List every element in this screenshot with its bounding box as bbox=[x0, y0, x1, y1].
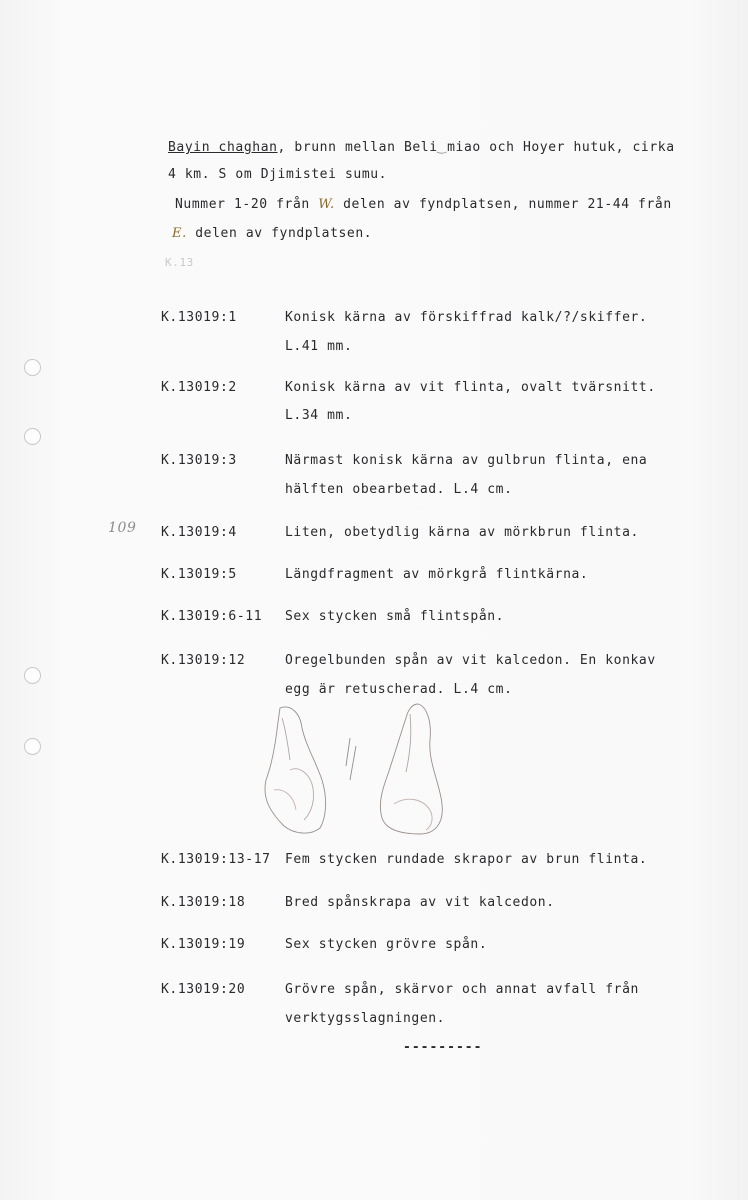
header-line-1-text: , brunn mellan Beli bbox=[277, 140, 438, 155]
sketch-side-view bbox=[380, 704, 442, 834]
catalog-id: K.13019:6-11 bbox=[161, 609, 263, 624]
header-line-4 bbox=[172, 226, 372, 241]
entry-description: verktygsslagningen. bbox=[285, 1011, 446, 1026]
header-line-2: 4 km. S om Djimistei sumu. bbox=[168, 167, 388, 182]
entry-description: L.34 mm. bbox=[285, 408, 353, 423]
entry-description: Oregelbunden spån av vit kalcedon. En konkav bbox=[285, 653, 656, 668]
entry-description: L.41 mm. bbox=[285, 339, 353, 354]
faint-show-through: K.13 bbox=[165, 256, 194, 269]
catalog-id: K.13019:20 bbox=[161, 982, 246, 997]
header-line-1 bbox=[168, 140, 675, 155]
header-line-1-end: miao och Hoyer hutuk, cirka bbox=[447, 140, 675, 155]
catalog-id: K.13019:2 bbox=[161, 380, 237, 395]
entry-description: Bred spånskrapa av vit kalcedon. bbox=[285, 895, 555, 910]
entry-description: Konisk kärna av vit flinta, ovalt tvärsnitt. bbox=[285, 380, 656, 395]
flake-sketch bbox=[250, 700, 450, 840]
punch-hole bbox=[24, 359, 41, 376]
entry-description: Längdfragment av mörkgrå flintkärna. bbox=[285, 567, 589, 582]
catalog-id: K.13019:5 bbox=[161, 567, 237, 582]
end-divider: --------- bbox=[403, 1040, 483, 1055]
catalog-id: K.13019:18 bbox=[161, 895, 246, 910]
handwritten-e: E. bbox=[172, 226, 187, 241]
entry-description: Liten, obetydlig kärna av mörkbrun flinta. bbox=[285, 525, 639, 540]
catalog-id: K.13019:1 bbox=[161, 310, 237, 325]
insertion-caret: ‿ bbox=[437, 141, 448, 154]
catalog-id: K.13019:19 bbox=[161, 937, 246, 952]
header-line-3a: Nummer 1-20 från bbox=[175, 197, 319, 212]
header-line-3b: delen av fyndplatsen, nummer 21-44 från bbox=[334, 197, 672, 212]
sketch-divider-marks bbox=[346, 738, 356, 780]
catalog-id: K.13019:13-17 bbox=[161, 852, 271, 867]
catalog-id: K.13019:3 bbox=[161, 453, 237, 468]
entry-description: hälften obearbetad. L.4 cm. bbox=[285, 482, 513, 497]
entry-description: Närmast konisk kärna av gulbrun flinta, ena bbox=[285, 453, 648, 468]
site-name: Bayin chaghan bbox=[168, 140, 278, 155]
entry-description: Sex stycken grövre spån. bbox=[285, 937, 488, 952]
entry-description: Sex stycken små flintspån. bbox=[285, 609, 505, 624]
handwritten-w: W. bbox=[318, 197, 335, 212]
sketch-front-view bbox=[265, 707, 326, 833]
entry-description: Fem stycken rundade skrapor av brun flinta. bbox=[285, 852, 648, 867]
punch-hole bbox=[24, 738, 41, 755]
catalog-id: K.13019:12 bbox=[161, 653, 246, 668]
catalog-id: K.13019:4 bbox=[161, 525, 237, 540]
entry-description: Konisk kärna av förskiffrad kalk/?/skiffer. bbox=[285, 310, 648, 325]
header-line-4b: delen av fyndplatsen. bbox=[186, 226, 373, 241]
entry-description: egg är retuscherad. L.4 cm. bbox=[285, 682, 513, 697]
margin-note: 109 bbox=[108, 520, 137, 536]
punch-hole bbox=[24, 667, 41, 684]
header-line-3 bbox=[175, 197, 672, 212]
punch-hole bbox=[24, 428, 41, 445]
entry-description: Grövre spån, skärvor och annat avfall från bbox=[285, 982, 639, 997]
